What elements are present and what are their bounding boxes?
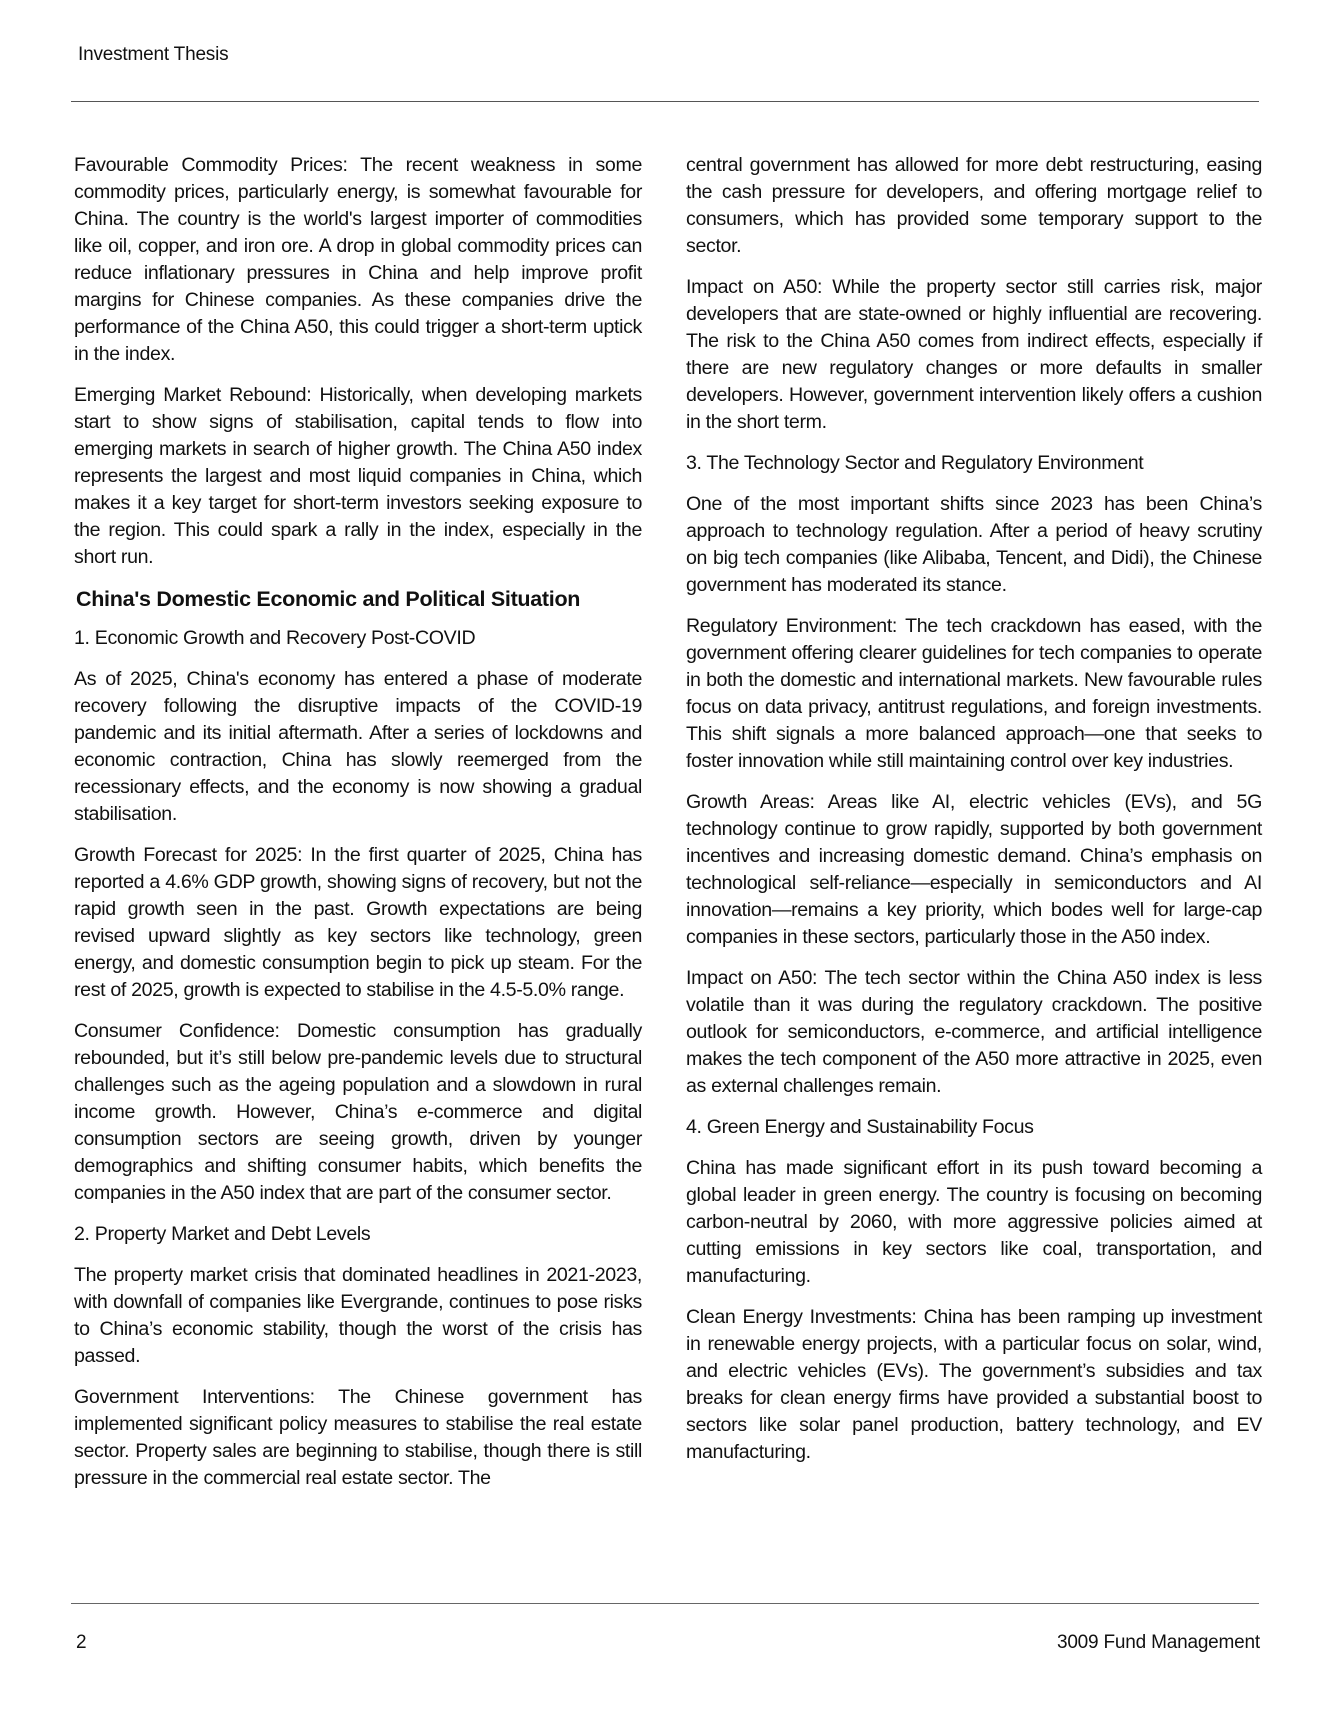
paragraph-growth-areas: Growth Areas: Areas like AI, electric vehicles (EVs), and 5G technology continue to grow rapidly, supported by both government incentives and increasing domestic demand. China’s emphasis on technological self-reliance—especially in semiconductors and AI innovation—remains a key priority, which bodes well for large-cap companies in these sectors, particularly those in the A50 index. — [686, 791, 1262, 948]
paragraph-emerging-market-rebound: Emerging Market Rebound: Historically, when developing markets start to show signs of stabilisation, capital tends to flow into emerging markets in search of higher growth. The China A50 index represents the largest and most liquid companies in China, which makes it a key target for short-term investors seeking exposure to the region. This could spark a rally in the index, especially in the short run. — [74, 384, 642, 568]
paragraph-consumer-confidence: Consumer Confidence: Domestic consumption has gradually rebounded, but it’s still below pre-pandemic levels due to structural challenges such as the ageing population and a slowdown in rural income growth. However, China’s e-commerce and digital consumption sectors are seeing growth, driven by younger demographics and shifting consumer habits, which benefits the companies in the A50 index that are part of the consumer sector. — [74, 1020, 642, 1204]
paragraph-green-energy: China has made significant effort in its push toward becoming a global leader in green energy. The country is focusing on becoming carbon-neutral by 2060, with more aggressive policies aimed at cutting emissions in key sectors like coal, transportation, and manufacturing. — [686, 1157, 1262, 1287]
paragraph-growth-forecast: Growth Forecast for 2025: In the first quarter of 2025, China has reported a 4.6% GDP growth, showing signs of recovery, but not the rapid growth seen in the past. Growth expectations are being revised upward slightly as key sectors like technology, green energy, and domestic consumption begin to pick up steam. For the rest of 2025, growth is expected to stabilise in the 4.5-5.0% range. — [74, 844, 642, 1001]
paragraph-regulatory-environment: Regulatory Environment: The tech crackdown has eased, with the government offering clearer guidelines for tech companies to operate in both the domestic and international markets. New favourable rules focus on data privacy, antitrust regulations, and foreign investments. This shift signals a more balanced approach—one that seeks to foster innovation while still maintaining control over key industries. — [686, 615, 1262, 772]
paragraph-economy-2025: As of 2025, China's economy has entered a phase of moderate recovery following the disruptive impacts of the COVID-19 pandemic and its initial aftermath. After a series of lockdowns and economic contraction, China has slowly reemerged from the recessionary effects, and the economy is now showing a gradual stabilisation. — [74, 668, 642, 825]
paragraph-clean-energy-investments: Clean Energy Investments: China has been ramping up investment in renewable energy projects, with a particular focus on solar, wind, and electric vehicles (EVs). The government’s subsidies and tax breaks for clean energy firms have provided a substantial boost to sectors like solar panel production, battery technology, and EV manufacturing. — [686, 1306, 1262, 1463]
paragraph-debt-restructuring: central government has allowed for more debt restructuring, easing the cash pressure for developers, and offering mortgage relief to consumers, which has provided some temporary support to the sector. — [686, 154, 1262, 257]
footer-divider — [71, 1603, 1259, 1604]
paragraph-property-impact-a50: Impact on A50: While the property sector still carries risk, major developers that are state-owned or highly influential are recovering. The risk to the China A50 comes from indirect effects, especially if there are new regulatory changes or more defaults in smaller developers. However, government intervention likely offers a cushion in the short term. — [686, 276, 1262, 433]
right-column — [686, 152, 1262, 1480]
subheading-technology-sector: 3. The Technology Sector and Regulatory Environment — [686, 452, 1144, 474]
paragraph-tech-regulation: One of the most important shifts since 2023 has been China’s approach to technology regulation. After a period of heavy scrutiny on big tech companies (like Alibaba, Tencent, and Didi), the Chinese government has moderated its stance. — [686, 493, 1262, 596]
paragraph-property-crisis: The property market crisis that dominated headlines in 2021-2023, with downfall of companies like Evergrande, continues to pose risks to China’s economic stability, though the worst of the crisis has passed. — [74, 1264, 642, 1367]
paragraph-tech-impact-a50: Impact on A50: The tech sector within the China A50 index is less volatile than it was during the regulatory crackdown. The positive outlook for semiconductors, e-commerce, and artificial intelligence makes the tech component of the A50 more attractive in 2025, even as external challenges remain. — [686, 967, 1262, 1097]
header-divider — [71, 101, 1259, 102]
page-number: 2 — [76, 1632, 87, 1653]
running-header: Investment Thesis — [78, 44, 229, 65]
left-column — [74, 152, 642, 1506]
paragraph-government-interventions: Government Interventions: The Chinese government has implemented significant policy measures to stabilise the real estate sector. Property sales are beginning to stabilise, though there is still pressure in the commercial real estate sector. The — [74, 1386, 642, 1489]
paragraph-commodity-prices: Favourable Commodity Prices: The recent weakness in some commodity prices, particularly energy, is somewhat favourable for China. The country is the world's largest importer of commodities like oil, copper, and iron ore. A drop in global commodity prices can reduce inflationary pressures in China and help improve profit margins for Chinese companies. As these companies drive the performance of the China A50, this could trigger a short-term uptick in the index. — [74, 154, 642, 365]
publisher-name: 3009 Fund Management — [1056, 1632, 1260, 1653]
subheading-economic-growth: 1. Economic Growth and Recovery Post-COVID — [74, 627, 476, 649]
subheading-green-energy: 4. Green Energy and Sustainability Focus — [686, 1116, 1034, 1138]
section-heading: China's Domestic Economic and Political Situation — [76, 587, 581, 611]
subheading-property-market: 2. Property Market and Debt Levels — [74, 1223, 371, 1245]
